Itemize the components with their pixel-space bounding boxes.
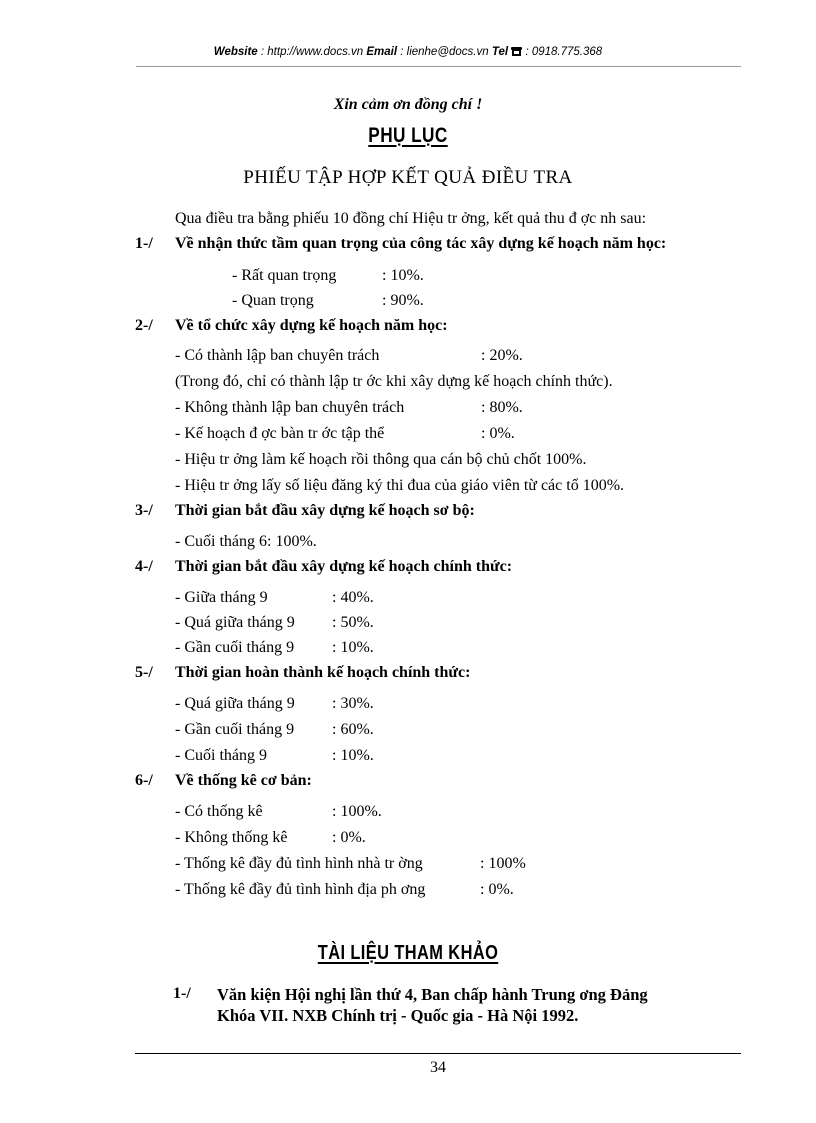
item-value: : 20%. xyxy=(481,347,523,364)
item-label: - Thống kê đầy đủ tình hình địa ph ơng xyxy=(175,881,426,898)
survey-title: PHIẾU TẬP HỢP KẾT QUẢ ĐIỀU TRA xyxy=(243,167,573,188)
section-title: Thời gian hoàn thành kế hoạch chính thức: xyxy=(175,664,471,681)
website-url[interactable]: : http://www.docs.vn xyxy=(260,46,364,58)
section-title: Về nhận thức tầm quan trọng của công tác xây dựng kế hoạch năm học: xyxy=(175,235,667,252)
references-title: TÀI LIỆU THAM KHẢO xyxy=(317,942,499,964)
email-value[interactable]: : lienhe@docs.vn xyxy=(400,46,489,58)
section-number: 2-/ xyxy=(135,317,153,334)
section-title: Về tổ chức xây dựng kế hoạch năm học: xyxy=(175,317,448,334)
tel-label: Tel xyxy=(491,46,509,58)
section-title: Về thống kê cơ bản: xyxy=(175,772,312,789)
section-number: 3-/ xyxy=(135,502,153,519)
section-number: 1-/ xyxy=(135,235,153,252)
website-label: Website xyxy=(213,46,258,58)
page-header xyxy=(0,46,816,58)
item-value: : 100% xyxy=(480,855,526,872)
item-label: - Không thống kê xyxy=(175,829,288,846)
item-label: - Thống kê đầy đủ tình hình nhà tr ờng xyxy=(175,855,423,872)
item-label: - Gần cuối tháng 9 xyxy=(175,639,295,656)
item-value: : 10%. xyxy=(382,267,424,284)
item-value: : 0%. xyxy=(332,829,366,846)
item-label: - Có thống kê xyxy=(175,803,263,820)
item-label: - Hiệu tr ởng làm kế hoạch rồi thông qua cán bộ chủ chốt 100%. xyxy=(175,451,587,468)
thanks-line: Xin cảm ơn đồng chí ! xyxy=(333,96,483,113)
item-label: - Quan trọng xyxy=(232,292,314,309)
item-value: : 60%. xyxy=(332,721,374,738)
item-label: - Không thành lập ban chuyên trách xyxy=(175,399,405,416)
item-value: : 50%. xyxy=(332,614,374,631)
item-value: : 10%. xyxy=(332,747,374,764)
item-value: : 0%. xyxy=(481,425,515,442)
item-value: : 90%. xyxy=(382,292,424,309)
item-value: : 30%. xyxy=(332,695,374,712)
section-number: 4-/ xyxy=(135,558,153,575)
item-value: : 0%. xyxy=(480,881,514,898)
item-note: (Trong đó, chỉ có thành lập tr ớc khi xây dựng kế hoạch chính thức). xyxy=(175,373,613,390)
email-label: Email xyxy=(366,46,398,58)
section-title: Thời gian bắt đầu xây dựng kế hoạch chính thức: xyxy=(175,558,513,575)
reference-line: Khóa VII. NXB Chính trị - Quốc gia - Hà Nội 1992. xyxy=(217,1006,579,1025)
section-title: Thời gian bắt đầu xây dựng kế hoạch sơ bộ: xyxy=(175,502,475,519)
item-label: - Quá giữa tháng 9 xyxy=(175,614,295,631)
item-value: : 10%. xyxy=(332,639,374,656)
tel-value: : 0918.775.368 xyxy=(525,46,603,58)
intro-paragraph: Qua điều tra bằng phiếu 10 đồng chí Hiệu tr ởng, kết quả thu đ ợc nh sau: xyxy=(175,210,647,227)
header-rule xyxy=(136,66,741,67)
phone-icon xyxy=(511,46,522,56)
item-value: : 100%. xyxy=(332,803,382,820)
item-label: - Hiệu tr ởng lấy số liệu đăng ký thi đua của giáo viên từ các tổ 100%. xyxy=(175,477,625,494)
reference-number: 1-/ xyxy=(173,985,191,1002)
item-label: - Rất quan trọng xyxy=(232,267,337,284)
section-number: 6-/ xyxy=(135,772,153,789)
item-value: : 40%. xyxy=(332,589,374,606)
section-number: 5-/ xyxy=(135,664,153,681)
item-label: - Giữa tháng 9 xyxy=(175,589,268,606)
item-label: - Có thành lập ban chuyên trách xyxy=(175,347,380,364)
item-value: : 80%. xyxy=(481,399,523,416)
page-number: 34 xyxy=(430,1059,446,1076)
reference-line: Văn kiện Hội nghị lần thứ 4, Ban chấp hành Trung ơng Đảng xyxy=(217,985,648,1004)
item-label: - Quá giữa tháng 9 xyxy=(175,695,295,712)
item-label: - Kế hoạch đ ợc bàn tr ớc tập thể xyxy=(175,425,385,442)
item-label: - Gần cuối tháng 9 xyxy=(175,721,295,738)
item-label: - Cuối tháng 6: 100%. xyxy=(175,533,317,550)
appendix-title: PHỤ LỤC xyxy=(368,124,448,147)
item-label: - Cuối tháng 9 xyxy=(175,747,267,764)
footer-rule xyxy=(135,1053,741,1054)
